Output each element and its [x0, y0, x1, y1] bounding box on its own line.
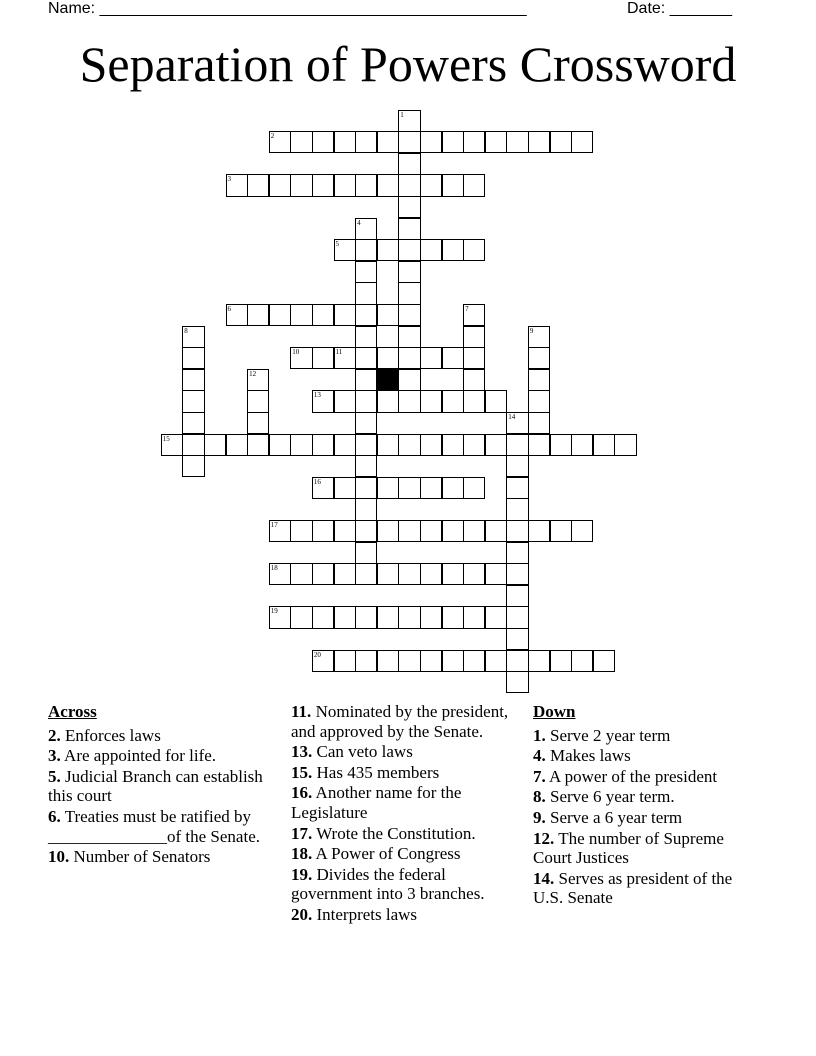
- clue-number: 9.: [533, 807, 546, 827]
- grid-cell[interactable]: [528, 347, 550, 369]
- page-title: Separation of Powers Crossword: [79, 36, 737, 92]
- grid-cell[interactable]: [204, 434, 226, 456]
- grid-cell[interactable]: [506, 498, 528, 520]
- grid-cell[interactable]: [398, 369, 420, 391]
- grid-cell[interactable]: [614, 434, 636, 456]
- grid-cell[interactable]: [398, 110, 420, 132]
- clue-item: [533, 746, 763, 766]
- grid-cell[interactable]: [290, 304, 312, 326]
- clue-item: [533, 767, 763, 787]
- grid-cell[interactable]: [506, 455, 528, 477]
- cell-number: 8: [184, 326, 188, 335]
- clue-text: Number of Senators: [69, 847, 211, 867]
- grid-cell[interactable]: [377, 304, 399, 326]
- grid-cell[interactable]: [247, 390, 269, 412]
- grid-cell[interactable]: [377, 606, 399, 628]
- clue-text: Serve 6 year term.: [545, 787, 675, 807]
- clue-text: Interprets laws: [312, 904, 418, 924]
- grid-cell[interactable]: [290, 520, 312, 542]
- grid-cell[interactable]: [334, 477, 356, 499]
- clue-number: 4.: [533, 746, 546, 766]
- clue-number: 8.: [533, 787, 546, 807]
- grid-cell[interactable]: [247, 369, 269, 391]
- grid-cell[interactable]: [442, 174, 464, 196]
- cell-number: 12: [249, 369, 257, 378]
- grid-cell[interactable]: [463, 563, 485, 585]
- clue-item: [291, 763, 525, 783]
- clue-number: 1.: [533, 725, 546, 745]
- date-field[interactable]: Date: _______: [627, 0, 732, 17]
- grid-cell[interactable]: [377, 650, 399, 672]
- clue-text: Can veto laws: [312, 742, 413, 762]
- grid-cell[interactable]: [593, 434, 615, 456]
- cell-number: 18: [270, 564, 278, 573]
- grid-cell[interactable]: [269, 563, 291, 585]
- grid-cell[interactable]: [420, 650, 442, 672]
- grid-cell[interactable]: [463, 390, 485, 412]
- cell-number: 6: [227, 304, 231, 313]
- clue-text: Has 435 members: [312, 762, 440, 782]
- grid-cell[interactable]: [398, 261, 420, 283]
- grid-cell[interactable]: [571, 131, 593, 153]
- grid-cell[interactable]: [550, 650, 572, 672]
- cell-number: 3: [227, 175, 231, 184]
- clue-text: Judicial Branch can establish this court: [48, 766, 263, 806]
- grid-cell[interactable]: [247, 174, 269, 196]
- grid-cell[interactable]: [377, 390, 399, 412]
- grid-cell[interactable]: [550, 434, 572, 456]
- grid-cell[interactable]: [442, 390, 464, 412]
- grid-cell[interactable]: [571, 520, 593, 542]
- grid-cell[interactable]: [463, 606, 485, 628]
- clue-item: [291, 844, 525, 864]
- grid-cell[interactable]: [528, 131, 550, 153]
- cell-number: 16: [313, 477, 321, 486]
- grid-cell[interactable]: [269, 304, 291, 326]
- grid-cell[interactable]: [420, 174, 442, 196]
- grid-cell[interactable]: [312, 347, 334, 369]
- grid-cell[interactable]: [355, 304, 377, 326]
- grid-cell[interactable]: [398, 520, 420, 542]
- grid-cell[interactable]: [398, 239, 420, 261]
- grid-cell[interactable]: [420, 131, 442, 153]
- grid-cell[interactable]: [312, 174, 334, 196]
- grid-cell[interactable]: [355, 455, 377, 477]
- grid-cell[interactable]: [312, 390, 334, 412]
- grid-cell[interactable]: [377, 239, 399, 261]
- clue-item: [533, 787, 763, 807]
- grid-cell[interactable]: [528, 520, 550, 542]
- grid-cell[interactable]: [355, 369, 377, 391]
- cell-number: 15: [162, 434, 170, 443]
- grid-cell[interactable]: [398, 606, 420, 628]
- grid-cell[interactable]: [269, 434, 291, 456]
- clue-number: 2.: [48, 725, 61, 745]
- clue-text: Enforces laws: [60, 725, 161, 745]
- grid-cell[interactable]: [506, 606, 528, 628]
- grid-cell[interactable]: [593, 650, 615, 672]
- grid-cell[interactable]: [506, 131, 528, 153]
- grid-cell[interactable]: [355, 606, 377, 628]
- grid-cell[interactable]: [182, 412, 204, 434]
- clue-text: Nominated by the president, and approved by the Senate.: [291, 702, 509, 741]
- grid-cell[interactable]: [485, 434, 507, 456]
- grid-cell[interactable]: [420, 477, 442, 499]
- grid-cell[interactable]: [506, 671, 528, 693]
- grid-cell[interactable]: [334, 304, 356, 326]
- grid-cell[interactable]: [355, 498, 377, 520]
- clue-number: 13.: [291, 742, 313, 762]
- grid-cell[interactable]: [334, 347, 356, 369]
- across-clues-column: [48, 702, 276, 868]
- clue-text: A power of the president: [545, 766, 718, 786]
- grid-cell[interactable]: [420, 434, 442, 456]
- clue-text: The number of Supreme Court Justices: [533, 828, 724, 868]
- cell-number: 7: [465, 304, 469, 313]
- grid-cell[interactable]: [485, 650, 507, 672]
- grid-cell[interactable]: [247, 434, 269, 456]
- across-clue-list-1: [48, 726, 276, 867]
- clue-number: 19.: [291, 864, 313, 884]
- grid-cell[interactable]: [550, 131, 572, 153]
- grid-cell[interactable]: [312, 131, 334, 153]
- clue-text: Are appointed for life.: [60, 746, 217, 766]
- grid-cell[interactable]: [463, 347, 485, 369]
- grid-cell[interactable]: [334, 606, 356, 628]
- clue-item: [48, 746, 276, 766]
- clue-text: Another name for the Legislature: [291, 783, 462, 822]
- grid-cell[interactable]: [442, 239, 464, 261]
- grid-cell[interactable]: [334, 131, 356, 153]
- grid-cell[interactable]: [312, 477, 334, 499]
- grid-cell[interactable]: [506, 434, 528, 456]
- cell-number: 19: [270, 607, 278, 616]
- grid-cell[interactable]: [182, 347, 204, 369]
- clue-text: Serves as president of the U.S. Senate: [533, 868, 733, 908]
- clue-text: Makes laws: [545, 746, 631, 766]
- grid-cell[interactable]: [485, 563, 507, 585]
- cell-number: 20: [313, 650, 321, 659]
- clue-item: [533, 726, 763, 746]
- grid-cell[interactable]: [398, 153, 420, 175]
- grid-cell[interactable]: [312, 434, 334, 456]
- clue-text: A Power of Congress: [312, 844, 461, 864]
- grid-cell[interactable]: [269, 131, 291, 153]
- grid-cell[interactable]: [355, 477, 377, 499]
- across-clue-list-2: [291, 702, 525, 925]
- clue-number: 6.: [48, 806, 61, 826]
- clue-item: [291, 783, 525, 822]
- clue-text: Serve 2 year term: [545, 725, 671, 745]
- grid-cell[interactable]: [312, 304, 334, 326]
- grid-cell[interactable]: [420, 520, 442, 542]
- grid-cell[interactable]: [269, 520, 291, 542]
- grid-cell[interactable]: [463, 239, 485, 261]
- grid-cell[interactable]: [334, 434, 356, 456]
- grid-cell[interactable]: [355, 282, 377, 304]
- grid-cell[interactable]: [506, 585, 528, 607]
- clue-item: [48, 726, 276, 746]
- grid-cell[interactable]: [182, 390, 204, 412]
- cell-number: 17: [270, 520, 278, 529]
- grid-cell[interactable]: [550, 520, 572, 542]
- grid-cell[interactable]: [182, 369, 204, 391]
- grid-cell[interactable]: [528, 434, 550, 456]
- grid-cell[interactable]: [463, 520, 485, 542]
- clue-item: [48, 847, 276, 867]
- grid-cell[interactable]: [312, 606, 334, 628]
- black-square: [377, 369, 399, 391]
- clue-number: 10.: [48, 847, 70, 867]
- grid-cell[interactable]: [571, 650, 593, 672]
- grid-cell[interactable]: [312, 563, 334, 585]
- clue-item: [291, 905, 525, 925]
- grid-cell[interactable]: [377, 347, 399, 369]
- grid-cell[interactable]: [442, 434, 464, 456]
- grid-cell[interactable]: [463, 369, 485, 391]
- grid-cell[interactable]: [398, 434, 420, 456]
- grid-cell[interactable]: [506, 477, 528, 499]
- grid-cell[interactable]: [334, 390, 356, 412]
- grid-cell[interactable]: [334, 520, 356, 542]
- grid-cell[interactable]: [355, 520, 377, 542]
- clue-item: [291, 824, 525, 844]
- clue-item: [48, 807, 276, 846]
- grid-cell[interactable]: [247, 304, 269, 326]
- grid-cell[interactable]: [182, 326, 204, 348]
- grid-cell[interactable]: [398, 282, 420, 304]
- grid-cell[interactable]: [442, 477, 464, 499]
- grid-cell[interactable]: [442, 563, 464, 585]
- grid-cell[interactable]: [377, 563, 399, 585]
- clue-item: [533, 869, 763, 908]
- grid-cell[interactable]: [506, 650, 528, 672]
- grid-cell[interactable]: [355, 390, 377, 412]
- grid-cell[interactable]: [528, 412, 550, 434]
- grid-cell[interactable]: [182, 434, 204, 456]
- grid-cell[interactable]: [355, 650, 377, 672]
- grid-cell[interactable]: [377, 477, 399, 499]
- clue-number: 20.: [291, 904, 313, 924]
- header-line: [48, 0, 748, 20]
- grid-cell[interactable]: [398, 390, 420, 412]
- grid-cell[interactable]: [528, 390, 550, 412]
- grid-cell[interactable]: [355, 542, 377, 564]
- grid-cell[interactable]: [420, 239, 442, 261]
- grid-cell[interactable]: [377, 131, 399, 153]
- clue-item: [48, 767, 276, 806]
- across-heading: Across: [48, 702, 97, 721]
- clue-number: 17.: [291, 823, 313, 843]
- grid-cell[interactable]: [290, 174, 312, 196]
- grid-cell[interactable]: [312, 520, 334, 542]
- grid-cell[interactable]: [398, 304, 420, 326]
- grid-cell[interactable]: [355, 261, 377, 283]
- grid-cell[interactable]: [312, 650, 334, 672]
- grid-cell[interactable]: [442, 347, 464, 369]
- grid-cell[interactable]: [485, 520, 507, 542]
- grid-cell[interactable]: [506, 628, 528, 650]
- grid-cell[interactable]: [463, 174, 485, 196]
- clue-number: 14.: [533, 868, 555, 888]
- grid-cell[interactable]: [290, 434, 312, 456]
- grid-cell[interactable]: [506, 412, 528, 434]
- down-clues-column: [533, 702, 763, 909]
- grid-cell[interactable]: [355, 174, 377, 196]
- clue-number: 16.: [291, 783, 313, 803]
- grid-cell[interactable]: [571, 434, 593, 456]
- clue-text: Serve a 6 year term: [545, 807, 683, 827]
- grid-cell[interactable]: [398, 196, 420, 218]
- grid-cell[interactable]: [506, 563, 528, 585]
- grid-cell[interactable]: [398, 131, 420, 153]
- grid-cell[interactable]: [398, 650, 420, 672]
- grid-cell[interactable]: [377, 520, 399, 542]
- grid-cell[interactable]: [334, 650, 356, 672]
- down-heading: Down: [533, 702, 576, 721]
- grid-cell[interactable]: [247, 412, 269, 434]
- grid-cell[interactable]: [290, 347, 312, 369]
- grid-cell[interactable]: [442, 131, 464, 153]
- clue-number: 18.: [291, 844, 313, 864]
- cell-number: 13: [313, 391, 321, 400]
- clue-text: Divides the federal government into 3 branches.: [291, 864, 485, 904]
- clue-text: Treaties must be ratified by ______________of the Senate.: [48, 806, 260, 846]
- grid-cell[interactable]: [269, 606, 291, 628]
- grid-cell[interactable]: [226, 304, 248, 326]
- clue-item: [533, 829, 763, 868]
- grid-cell[interactable]: [355, 412, 377, 434]
- grid-cell[interactable]: [398, 477, 420, 499]
- grid-cell[interactable]: [463, 477, 485, 499]
- grid-cell[interactable]: [398, 563, 420, 585]
- clue-number: 11.: [291, 702, 312, 721]
- grid-cell[interactable]: [528, 326, 550, 348]
- across-clues-continued-column: [291, 702, 525, 926]
- grid-cell[interactable]: [355, 131, 377, 153]
- down-clue-list: [533, 726, 763, 908]
- grid-cell[interactable]: [355, 326, 377, 348]
- grid-cell[interactable]: [463, 131, 485, 153]
- grid-cell[interactable]: [463, 650, 485, 672]
- grid-cell[interactable]: [442, 606, 464, 628]
- grid-cell[interactable]: [269, 174, 291, 196]
- clue-number: 12.: [533, 828, 555, 848]
- grid-cell[interactable]: [334, 174, 356, 196]
- grid-cell[interactable]: [226, 174, 248, 196]
- grid-cell[interactable]: [355, 434, 377, 456]
- cell-number: 5: [335, 240, 339, 249]
- grid-cell[interactable]: [420, 390, 442, 412]
- grid-cell[interactable]: [485, 131, 507, 153]
- clue-text: Wrote the Constitution.: [312, 823, 476, 843]
- grid-cell[interactable]: [442, 520, 464, 542]
- grid-cell[interactable]: [290, 606, 312, 628]
- grid-cell[interactable]: [355, 563, 377, 585]
- grid-cell[interactable]: [398, 326, 420, 348]
- grid-cell[interactable]: [377, 434, 399, 456]
- grid-cell[interactable]: [442, 650, 464, 672]
- grid-cell[interactable]: [355, 239, 377, 261]
- cell-number: 9: [529, 326, 534, 335]
- grid-cell[interactable]: [463, 434, 485, 456]
- cell-number: 4: [357, 218, 361, 227]
- grid-cell[interactable]: [398, 347, 420, 369]
- grid-cell[interactable]: [420, 563, 442, 585]
- clue-item: [291, 865, 525, 904]
- cell-number: 10: [292, 348, 300, 357]
- grid-cell[interactable]: [485, 606, 507, 628]
- name-field[interactable]: Name: ________________________________________________: [48, 0, 527, 17]
- grid-cell[interactable]: [290, 563, 312, 585]
- clue-item: [291, 742, 525, 762]
- grid-cell[interactable]: [355, 218, 377, 240]
- grid-cell[interactable]: [226, 434, 248, 456]
- cell-number: 2: [270, 132, 275, 141]
- grid-cell[interactable]: [420, 606, 442, 628]
- clue-number: 3.: [48, 746, 61, 766]
- clue-item: [291, 702, 525, 741]
- grid-cell[interactable]: [420, 347, 442, 369]
- clue-item: [533, 808, 763, 828]
- grid-cell[interactable]: [334, 239, 356, 261]
- grid-cell[interactable]: [334, 563, 356, 585]
- cell-number: 1: [400, 110, 404, 119]
- grid-cell[interactable]: [161, 434, 183, 456]
- grid-cell[interactable]: [290, 131, 312, 153]
- clue-number: 15.: [291, 762, 313, 782]
- grid-cell[interactable]: [506, 520, 528, 542]
- cell-number: 14: [508, 412, 516, 421]
- grid-cell[interactable]: [528, 369, 550, 391]
- grid-cell[interactable]: [463, 304, 485, 326]
- grid-cell[interactable]: [398, 218, 420, 240]
- grid-cell[interactable]: [398, 174, 420, 196]
- grid-cell[interactable]: [528, 650, 550, 672]
- clue-number: 7.: [533, 766, 546, 786]
- grid-cell[interactable]: [377, 174, 399, 196]
- cell-number: 11: [335, 348, 343, 357]
- grid-cell[interactable]: [355, 347, 377, 369]
- grid-cell[interactable]: [506, 542, 528, 564]
- grid-cell[interactable]: [485, 390, 507, 412]
- grid-cell[interactable]: [463, 326, 485, 348]
- clue-number: 5.: [48, 766, 61, 786]
- grid-cell[interactable]: [182, 455, 204, 477]
